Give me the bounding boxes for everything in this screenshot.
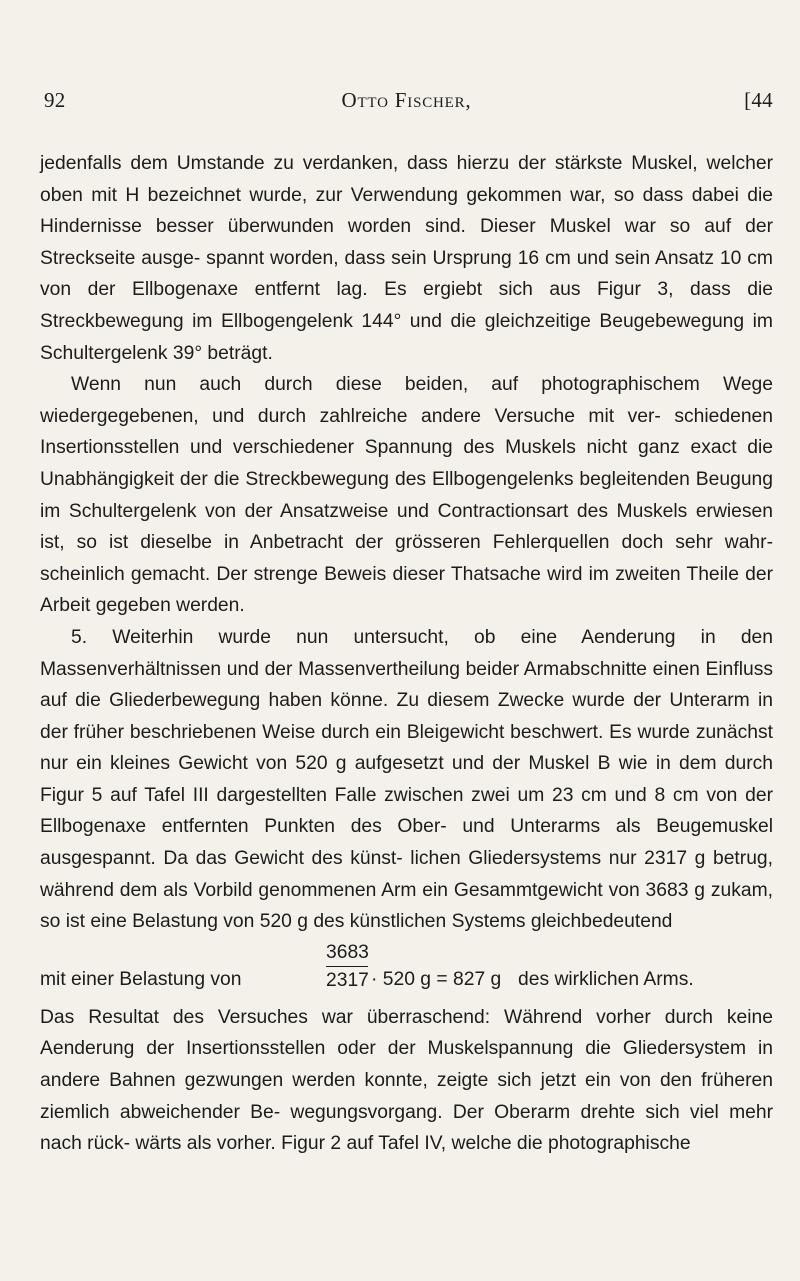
formula-rest-text: des wirklichen Arms. [518, 968, 694, 990]
fraction-denominator: 2317 [326, 969, 369, 991]
formula-line [40, 940, 773, 1002]
running-head-author: Otto Fischer, [341, 88, 472, 112]
formula-lead-text: mit einer Belastung von [40, 968, 242, 990]
paragraph-4: Das Resultat des Versuches war überraschend: Während vorher durch keine Aenderung der Insertionsstellen oder der Muskelspannung die Gliedersystem in andere Bahnen gezwungen werden konnte, zeigte sich jetzt ein von den früheren ziemlich abweichender Be- wegungsvorgang. Der Oberarm drehte sich viel mehr nach rück- wärts als vorher. Figur 2 auf Tafel IV, welche die photographische [40, 1006, 773, 1155]
page-number: 92 [44, 88, 66, 112]
running-head [40, 88, 773, 124]
weight-ratio-fraction [326, 940, 368, 993]
book-page [40, 88, 773, 1160]
running-head-bracket: [44 [744, 88, 773, 112]
fraction-numerator: 3683 [326, 940, 368, 967]
formula-result: · 520 g = 827 g [371, 968, 502, 990]
paragraph-1: jedenfalls dem Umstande zu verdanken, dass hierzu der stärkste Muskel, welcher oben mit H bezeichnet wurde, zur Verwendung gekommen war, so dass dabei die Hindernisse besser überwunden worden sind. Dieser Muskel war so auf der Streckseite ausge- spannt worden, dass sein Ursprung 16 cm und sein Ansatz 10 cm von der Ellbogenaxe entfernt lag. Es ergiebt sich aus Figur 3, dass die Streckbewegung im Ellbogengelenk 144° und die gleichzeitige Beugebewegung im Schultergelenk 39° beträgt. [40, 153, 773, 364]
body-text [40, 148, 773, 1160]
paragraph-2: Wenn nun auch durch diese beiden, auf photographischem Wege wiedergegebenen, und durch zahlreiche andere Versuche mit ver- schiedenen Insertionsstellen und verschiedener Spannung des Muskels nicht ganz exact die Unabhängigkeit der die Streckbewegung des Ellbogengelenks begleitenden Beugung im Schultergelenk von der Ansatzweise und Contractionsart des Muskels erwiesen ist, so ist dieselbe in Anbetracht der grösseren Fehlerquellen doch sehr wahr- scheinlich gemacht. Der strenge Beweis dieser Thatsache wird im zweiten Theile der Arbeit gegeben werden. [40, 374, 773, 617]
paragraph-3: 5. Weiterhin wurde nun untersucht, ob eine Aenderung in den Massenverhältnissen und der Massenvertheilung beider Armabschnitte einen Einfluss auf die Gliederbewegung haben könne. Zu diesem Zwecke wurde der Unterarm in der früher beschriebenen Weise durch ein Bleigewicht beschwert. Es wurde zunächst nur ein kleines Gewicht von 520 g aufgesetzt und der Muskel B wie in dem durch Figur 5 auf Tafel III dargestellten Falle zwischen zwei um 23 cm und 8 cm von der Ellbogenaxe entfernten Punkten des Ober- und Unterarms als Beugemuskel ausgespannt. Da das Gewicht des künst- lichen Gliedersystems nur 2317 g betrug, während dem als Vorbild genommenen Arm ein Gesammtgewicht von 3683 g zukam, so ist eine Belastung von 520 g des künstlichen Systems gleichbedeutend [40, 626, 773, 933]
